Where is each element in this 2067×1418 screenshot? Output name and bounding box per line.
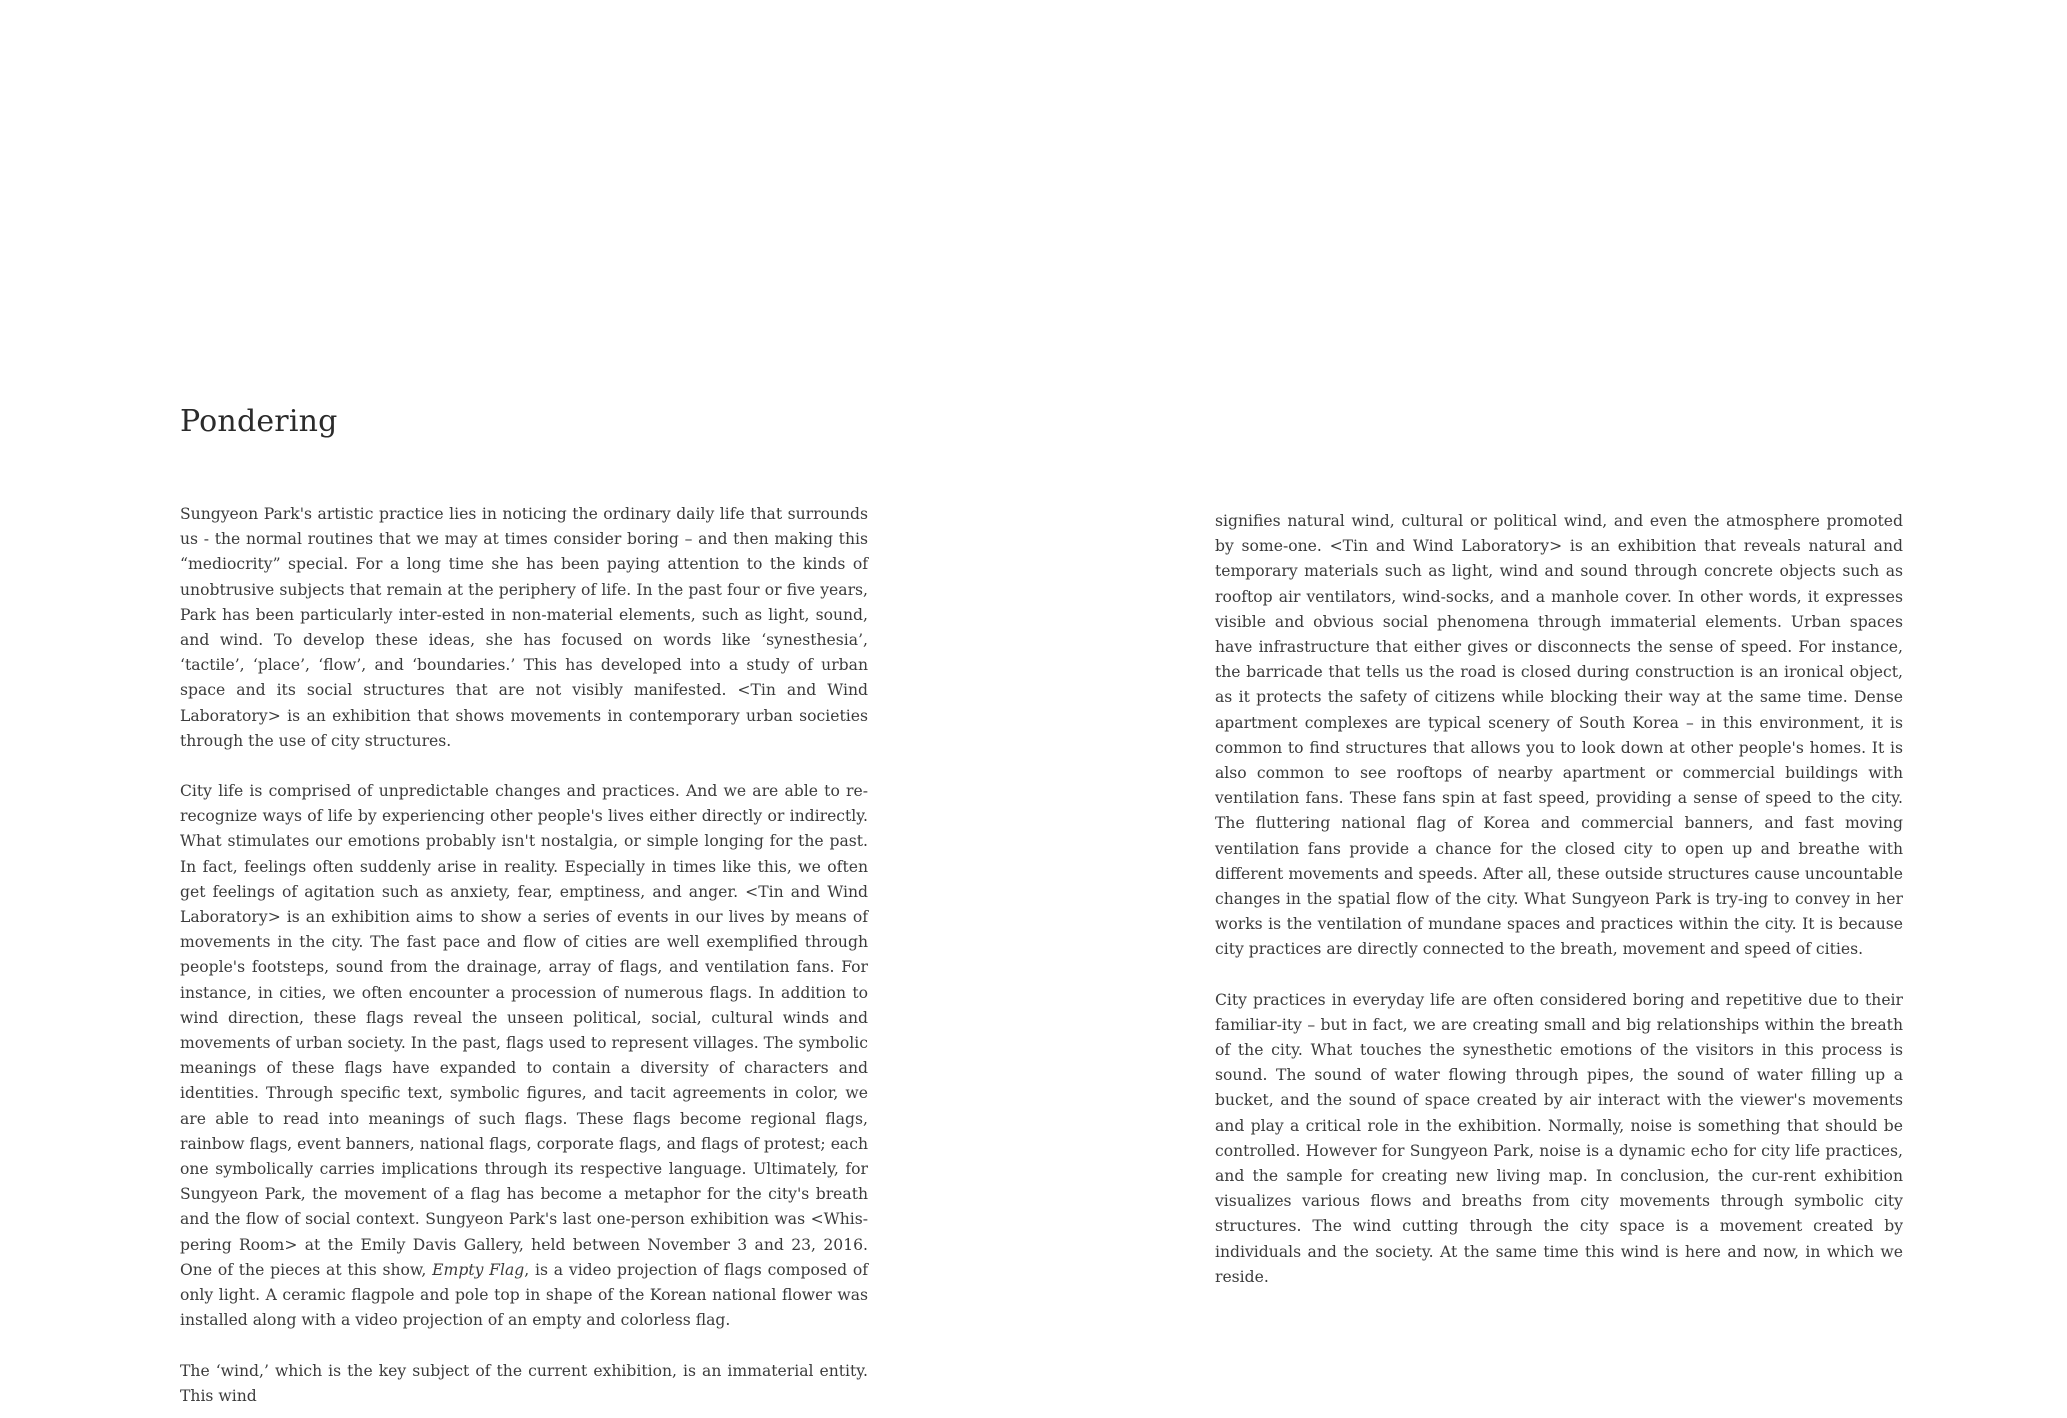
- left-paragraph-3: The ‘wind,’ which is the key subject of the current exhibition, is an immaterial entity. This wind: [180, 1361, 868, 1405]
- right-column: [1215, 509, 1903, 1290]
- left-paragraph-2: [180, 779, 868, 1333]
- left-column: [180, 502, 868, 1409]
- artwork-title-empty-flag: Empty Flag: [432, 1260, 525, 1279]
- left-paragraph-2-text-a: City life is comprised of unpredictable changes and practices. And we are able to re-recognize ways of life by experiencing other people's lives either directly or indirectly. What stimulates our emotions probably isn't nostalgia, or simple longing for the past. In fact, feelings often suddenly arise in reality. Especially in times like this, we often get feelings of agitation such as anxiety, fear, emptiness, and anger. <Tin and Wind Laboratory> is an exhibition aims to show a series of events in our lives by means of movements in the city. The fast pace and flow of cities are well exemplified through people's footsteps, sound from the drainage, array of flags, and ventilation fans. For instance, in cities, we often encounter a procession of numerous flags. In addition to wind direction, these flags reveal the unseen political, social, cultural winds and movements of urban society. In the past, flags used to represent villages. The symbolic meanings of these flags have expanded to contain a diversity of characters and identities. Through specific text, symbolic figures, and tacit agreements in color, we are able to read into meanings of such flags. These flags become regional flags, rainbow flags, event banners, national flags, corporate flags, and flags of protest; each one symbolically carries implications through its respective language. Ultimately, for Sungyeon Park, the movement of a flag has become a metaphor for the city's breath and the flow of social context. Sungyeon Park's last one-person exhibition was <Whis-pering Room> at the Emily Davis Gallery, held between November 3 and 23, 2016. One of the pieces at this show,: [180, 782, 868, 1279]
- right-paragraph-1: signifies natural wind, cultural or political wind, and even the atmosphere promoted by some-one. <Tin and Wind Laboratory> is an exhibition that reveals natural and temporary materials such as light, wind and sound through concrete objects such as rooftop air ventilators, wind-socks, and a manhole cover. In other words, it expresses visible and obvious social phenomena through immaterial elements. Urban spaces have infrastructure that either gives or disconnects the sense of speed. For instance, the barricade that tells us the road is closed during construction is an ironical object, as it protects the safety of citizens while blocking their way at the same time. Dense apartment complexes are typical scenery of South Korea – in this environment, it is common to find structures that allows you to look down at other people's homes. It is also common to see rooftops of nearby apartment or commercial buildings with ventilation fans. These fans spin at fast speed, providing a sense of speed to the city. The fluttering national flag of Korea and commercial banners, and fast moving ventilation fans provide a chance for the closed city to open up and breathe with different movements and speeds. After all, these outside structures cause uncountable changes in the spatial flow of the city. What Sungyeon Park is try-ing to convey in her works is the ventilation of mundane spaces and practices within the city. It is because city practices are directly connected to the breath, movement and speed of cities.: [1215, 512, 1903, 959]
- page-title: Pondering: [180, 404, 338, 439]
- right-paragraph-2: City practices in everyday life are often considered boring and repetitive due to their familiar-ity – but in fact, we are creating small and big relationships within the breath of the city. What touches the synesthetic emotions of the visitors in this process is sound. The sound of water flowing through pipes, the sound of water filling up a bucket, and the sound of space created by air interact with the viewer's movements and play a critical role in the exhibition. Normally, noise is something that should be controlled. However for Sungyeon Park, noise is a dynamic echo for city life practices, and the sample for creating new living map. In conclusion, the cur-rent exhibition visualizes various flows and breaths from city movements through symbolic city structures. The wind cutting through the city space is a movement created by individuals and the society. At the same time this wind is here and now, in which we reside.: [1215, 990, 1903, 1286]
- left-paragraph-1: Sungyeon Park's artistic practice lies in noticing the ordinary daily life that surrounds us - the normal routines that we may at times consider boring – and then making this “mediocrity” special. For a long time she has been paying attention to the kinds of unobtrusive subjects that remain at the periphery of life. In the past four or five years, Park has been particularly inter-ested in non-material elements, such as light, sound, and wind. To develop these ideas, she has focused on words like ‘synesthesia’, ‘tactile’, ‘place’, ‘flow’, and ‘boundaries.’ This has developed into a study of urban space and its social structures that are not visibly manifested. <Tin and Wind Laboratory> is an exhibition that shows movements in contemporary urban societies through the use of city structures.: [180, 505, 868, 750]
- left-paragraph-2-text-b: , is a video projection of flags composed of only light. A ceramic flagpole and pole top in shape of the Korean national flower was installed along with a video projection of an empty and colorless flag.: [180, 1260, 868, 1330]
